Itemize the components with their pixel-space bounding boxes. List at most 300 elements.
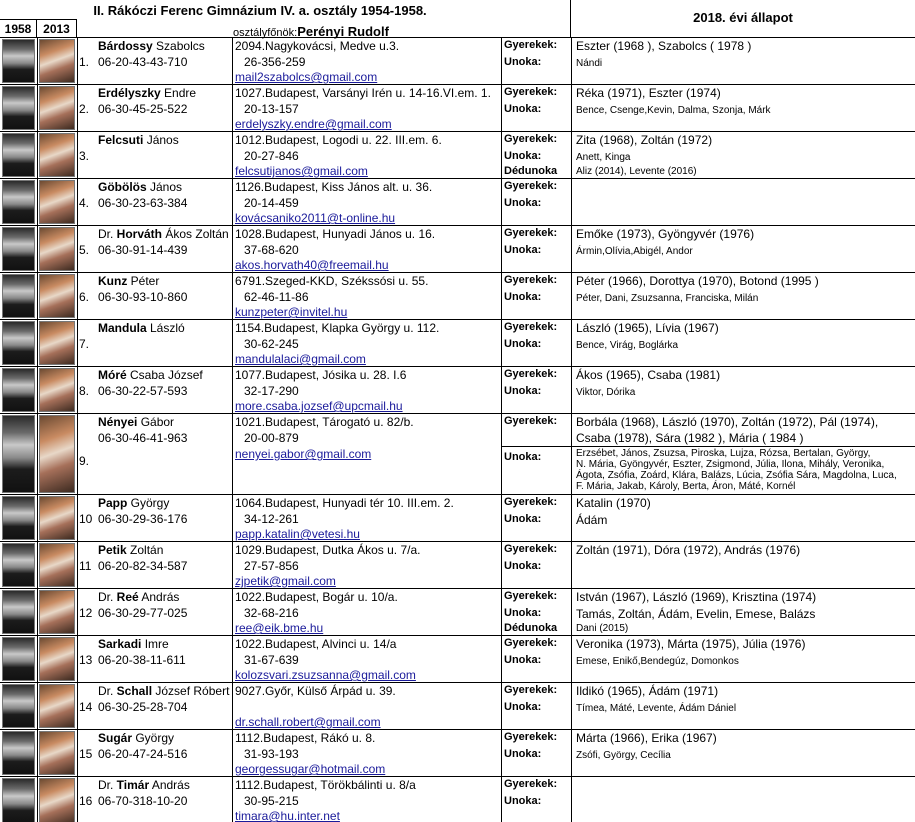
given-name: András [138, 590, 180, 604]
children-value: Zita (1968), Zoltán (1972) [576, 133, 713, 147]
landline-phone: 20-13-157 [244, 102, 299, 116]
column-divider [77, 273, 78, 319]
children-value: István (1967), László (1969), Krisztina (1974) [576, 590, 817, 604]
children-label: Gyerekek: [504, 543, 558, 555]
address: 1029.Budapest, Dutka Ákos u. 7/a. [235, 543, 421, 557]
table-row [0, 683, 915, 730]
children-label: Gyerekek: [504, 415, 558, 427]
surname: Schall [116, 684, 153, 698]
photo-1958 [2, 731, 35, 775]
student-name [98, 86, 196, 100]
mobile-phone: 06-30-45-25-522 [98, 102, 188, 116]
column-divider [232, 589, 233, 635]
children-label: Gyerekek: [504, 39, 558, 51]
row-number: 10 [79, 512, 93, 526]
column-divider [571, 273, 572, 319]
column-divider [501, 273, 502, 319]
photo-1958 [2, 543, 35, 587]
column-divider [232, 226, 233, 272]
given-name: Szabolcs [152, 39, 205, 53]
given-name: János [143, 133, 179, 147]
email-link[interactable]: felcsutijanos@gmail.com [235, 164, 368, 178]
column-divider [77, 367, 78, 413]
great-grandchildren-value: Dani (2015) [576, 623, 629, 634]
column-divider [37, 414, 38, 494]
grandchildren-label: Unoka: [504, 607, 542, 619]
landline-phone: 20-14-459 [244, 196, 299, 210]
column-divider [232, 636, 233, 682]
page-title: II. Rákóczi Ferenc Gimnázium IV. a. osztály 1954-1958. [93, 3, 427, 18]
table-row [0, 589, 915, 636]
photo-2013 [39, 637, 75, 681]
email-link[interactable]: kunzpeter@invitel.hu [235, 305, 348, 319]
table-row [0, 179, 915, 226]
grandchildren-value: Tamás, Zoltán, Ádám, Evelin, Emese, Balázs [576, 607, 816, 621]
email-link[interactable]: papp.katalin@vetesi.hu [235, 527, 360, 541]
column-divider [37, 226, 38, 272]
mobile-phone: 06-30-29-77-025 [98, 606, 188, 620]
column-divider [77, 730, 78, 776]
student-name [98, 496, 169, 510]
column-divider [77, 320, 78, 366]
inner-divider [501, 446, 915, 447]
email-link[interactable]: more.csaba.jozsef@upcmail.hu [235, 399, 403, 413]
children-value: Emőke (1973), Gyöngyvér (1976) [576, 227, 755, 241]
name-prefix: Dr. [98, 590, 117, 604]
email-link[interactable]: mandulalaci@gmail.com [235, 352, 366, 366]
column-divider [501, 414, 502, 494]
children-label: Gyerekek: [504, 731, 558, 743]
grandchildren-label: Unoka: [504, 385, 542, 397]
row-number: 15 [79, 747, 93, 761]
table-row [0, 777, 915, 822]
column-divider [77, 589, 78, 635]
grandchildren-value: Ádám [576, 513, 608, 527]
surname: Mandula [98, 321, 147, 335]
children-label: Gyerekek: [504, 496, 558, 508]
column-divider [232, 132, 233, 178]
photo-2013 [39, 778, 75, 822]
given-name: András [149, 778, 190, 792]
surname: Horváth [116, 227, 163, 241]
column-divider [232, 777, 233, 822]
grandchildren-value: Erzsébet, János, Zsuzsa, Piroska, Lujza, Rózsa, Bertalan, György, [576, 448, 871, 459]
row-number: 5. [79, 243, 90, 257]
grandchildren-value: Ármin,Olívia,Abigél, Andor [576, 246, 693, 257]
great-grandchildren-label: Dédunoka [504, 165, 558, 177]
address: 1022.Budapest, Bogár u. 10/a. [235, 590, 398, 604]
name-prefix: Dr. [98, 778, 117, 792]
photo-1958 [2, 86, 35, 130]
grandchildren-label: Unoka: [504, 560, 542, 572]
photo-2013 [39, 684, 75, 728]
children-value: Veronika (1973), Márta (1975), Júlia (1976) [576, 637, 806, 651]
photo-1958 [2, 274, 35, 318]
landline-phone: 31-67-639 [244, 653, 299, 667]
grandchildren-label: Unoka: [504, 795, 542, 807]
student-name [98, 590, 179, 604]
table-row [0, 367, 915, 414]
given-name: György [132, 731, 175, 745]
email-link[interactable]: timara@hu.inter.net [235, 809, 340, 822]
address: 9027.Győr, Külső Árpád u. 39. [235, 684, 396, 698]
mobile-phone: 06-20-47-24-516 [98, 747, 188, 761]
photo-2013 [39, 227, 75, 271]
column-divider [571, 683, 572, 729]
photo-2013 [39, 274, 75, 318]
children-label: Gyerekek: [504, 590, 558, 602]
student-name [98, 415, 174, 429]
address: 1077.Budapest, Jósika u. 28. I.6 [235, 368, 407, 382]
column-divider [501, 179, 502, 225]
column-divider [501, 636, 502, 682]
grandchildren-label: Unoka: [504, 654, 542, 666]
column-divider [77, 38, 78, 84]
photo-2013 [39, 180, 75, 224]
address: 1154.Budapest, Klapka György u. 112. [235, 321, 440, 335]
student-name [98, 133, 179, 147]
column-divider [501, 683, 502, 729]
given-name: Endre [160, 86, 197, 100]
teacher-line [233, 24, 389, 39]
column-divider [232, 367, 233, 413]
email-link[interactable]: mail2szabolcs@gmail.com [235, 70, 378, 84]
photo-2013 [39, 321, 75, 365]
grandchildren-label: Unoka: [504, 150, 542, 162]
email-link[interactable]: erdelyszky.endre@gmail.com [235, 117, 392, 131]
great-grandchildren-label: Dédunoka [504, 622, 558, 634]
row-number: 12 [79, 606, 93, 620]
table-row [0, 132, 915, 179]
row-number: 2. [79, 102, 90, 116]
landline-phone: 26-356-259 [244, 55, 306, 69]
column-divider [501, 589, 502, 635]
grandchildren-label: Unoka: [504, 338, 542, 350]
column-divider [37, 636, 38, 682]
column-divider [37, 589, 38, 635]
surname: Erdélyszky [98, 86, 161, 100]
given-name: Imre [141, 637, 169, 651]
column-divider [77, 414, 78, 494]
column-divider [571, 542, 572, 588]
grandchildren-value: Zsófi, György, Cecília [576, 750, 671, 761]
address: 1022.Budapest, Alvinci u. 14/a [235, 637, 397, 651]
mobile-phone: 06-70-318-10-20 [98, 794, 188, 808]
mobile-phone: 06-20-43-43-710 [98, 55, 188, 69]
address: 1064.Budapest, Hunyadi tér 10. III.em. 2. [235, 496, 454, 510]
grandchildren-label: Unoka: [504, 244, 542, 256]
column-divider [37, 320, 38, 366]
grandchildren-value: Ágota, Zsófia, Zoárd, Klára, Balázs, Lúcia, Zsófia Sára, Magdolna, Luca, [576, 470, 897, 481]
surname: Petik [98, 543, 127, 557]
column-divider [571, 85, 572, 131]
mobile-phone: 06-30-22-57-593 [98, 384, 188, 398]
email-link[interactable]: kolozsvari.zsuzsanna@gmail.com [235, 668, 416, 682]
column-divider [77, 636, 78, 682]
row-number: 11 [79, 559, 92, 573]
landline-phone: 30-95-215 [244, 794, 299, 808]
column-divider [37, 730, 38, 776]
grandchildren-value: F. Mária, Jakab, Károly, Berta, Áron, Máté, Kornél [576, 481, 796, 492]
table-row [0, 730, 915, 777]
row-number: 6. [79, 290, 90, 304]
column-divider [501, 85, 502, 131]
grandchildren-value: Tímea, Máté, Levente, Ádám Dániel [576, 703, 737, 714]
column-divider [77, 226, 78, 272]
address: 1027.Budapest, Varsányi Irén u. 14-16.VI.em. 1. [235, 86, 491, 100]
given-name: János [146, 180, 183, 194]
grandchildren-value: Nándi [576, 58, 603, 69]
table-row [0, 85, 915, 132]
column-divider [501, 730, 502, 776]
column-divider [37, 542, 38, 588]
photo-1958 [2, 133, 35, 177]
student-name [98, 227, 229, 241]
photo-1958 [2, 778, 35, 822]
given-name: Csaba József [126, 368, 203, 382]
table-row [0, 495, 915, 542]
landline-phone: 32-68-216 [244, 606, 299, 620]
row-number: 1. [79, 55, 90, 69]
address: 1021.Budapest, Tárogató u. 82/b. [235, 415, 414, 429]
column-divider [571, 589, 572, 635]
grandchildren-value: Emese, Enikő,Bendegúz, Domonkos [576, 656, 739, 667]
surname: Móré [98, 368, 127, 382]
children-value: Ildikó (1965), Ádám (1971) [576, 684, 719, 698]
column-divider [37, 495, 38, 541]
children-value-2: Csaba (1978), Sára (1982 ), Mária ( 1984 ) [576, 431, 804, 445]
surname: Sugár [98, 731, 133, 745]
column-divider [232, 38, 233, 84]
photo-1958 [2, 415, 35, 493]
mobile-phone: 06-30-29-36-176 [98, 512, 188, 526]
column-divider [232, 542, 233, 588]
column-divider [571, 495, 572, 541]
landline-phone: 31-93-193 [244, 747, 299, 761]
email-link[interactable]: zjpetik@gmail.com [235, 574, 336, 588]
children-label: Gyerekek: [504, 637, 558, 649]
surname: Kunz [98, 274, 128, 288]
teacher-name: Perényi Rudolf [297, 24, 389, 39]
children-label: Gyerekek: [504, 86, 558, 98]
landline-phone: 32-17-290 [244, 384, 299, 398]
given-name: György [127, 496, 170, 510]
column-divider [77, 179, 78, 225]
table-row [0, 226, 915, 273]
column-divider [232, 179, 233, 225]
column-divider [232, 730, 233, 776]
student-name [98, 543, 163, 557]
address: 1012.Budapest, Logodi u. 22. III.em. 6. [235, 133, 442, 147]
photo-2013 [39, 368, 75, 412]
column-divider [501, 132, 502, 178]
grandchildren-label: Unoka: [504, 103, 542, 115]
photo-1958 [2, 496, 35, 540]
landline-phone: 20-00-879 [244, 431, 299, 445]
student-name [98, 368, 203, 382]
grandchildren-value: Bence, Virág, Boglárka [576, 340, 679, 351]
table-row [0, 38, 915, 85]
column-divider [501, 320, 502, 366]
landline-phone: 62-46-11-86 [244, 290, 309, 304]
landline-phone: 30-62-245 [244, 337, 299, 351]
children-label: Gyerekek: [504, 321, 558, 333]
column-divider [77, 777, 78, 822]
row-number: 16 [79, 794, 93, 808]
given-name: Péter [127, 274, 160, 288]
grandchildren-label: Unoka: [504, 451, 542, 463]
table-row [0, 636, 915, 683]
column-divider [501, 226, 502, 272]
surname: Reé [116, 590, 139, 604]
mobile-phone: 06-20-82-34-587 [98, 559, 188, 573]
column-divider [37, 273, 38, 319]
column-divider [37, 38, 38, 84]
email-link[interactable]: kovácsaniko2011@t-online.hu [235, 211, 396, 225]
children-value: Borbála (1968), László (1970), Zoltán (1972), Pál (1974), [576, 415, 879, 429]
surname: Papp [98, 496, 128, 510]
given-name: Zoltán [126, 543, 164, 557]
table-row [0, 320, 915, 367]
email-link[interactable]: akos.horvath40@freemail.hu [235, 258, 389, 272]
email-link[interactable]: nenyei.gabor@gmail.com [235, 447, 372, 461]
table-row [0, 273, 915, 320]
column-divider [571, 367, 572, 413]
surname: Timár [116, 778, 150, 792]
photo-1958 [2, 590, 35, 634]
mobile-phone: 06-30-91-14-439 [98, 243, 188, 257]
column-divider [37, 777, 38, 822]
column-divider [37, 179, 38, 225]
landline-phone: 37-68-620 [244, 243, 299, 257]
student-name [98, 321, 185, 335]
column-divider [501, 495, 502, 541]
photo-2013 [39, 415, 75, 493]
given-name: Ákos Zoltán [162, 227, 229, 241]
year-1958-header: 1958 [0, 19, 37, 38]
children-label: Gyerekek: [504, 274, 558, 286]
student-name [98, 180, 182, 194]
grandchildren-value: N. Mária, Gyöngyvér, Eszter, Zsigmond, Júlia, Ilona, Mihály, Veronika, [576, 459, 885, 470]
column-divider [232, 320, 233, 366]
column-divider [77, 85, 78, 131]
grandchildren-label: Unoka: [504, 701, 542, 713]
photo-2013 [39, 590, 75, 634]
column-divider [571, 320, 572, 366]
photo-2013 [39, 133, 75, 177]
student-name [98, 637, 169, 651]
email-link[interactable]: ree@eik.bme.hu [235, 621, 324, 635]
mobile-phone: 06-30-23-63-384 [98, 196, 188, 210]
column-divider [571, 179, 572, 225]
photo-1958 [2, 637, 35, 681]
photo-1958 [2, 368, 35, 412]
landline-phone: 34-12-261 [244, 512, 299, 526]
student-name [98, 39, 205, 53]
column-divider [37, 367, 38, 413]
column-divider [37, 683, 38, 729]
photo-2013 [39, 86, 75, 130]
photo-1958 [2, 684, 35, 728]
photo-2013 [39, 496, 75, 540]
column-divider [571, 636, 572, 682]
address: 6791.Szeged-KKD, Székssósi u. 55. [235, 274, 429, 288]
given-name: József Róbert [152, 684, 230, 698]
children-value: Réka (1971), Eszter (1974) [576, 86, 721, 100]
photo-1958 [2, 39, 35, 83]
table-row [0, 542, 915, 589]
column-divider [571, 730, 572, 776]
great-grandchildren-value: Aliz (2014), Levente (2016) [576, 166, 697, 177]
row-number: 3. [79, 149, 90, 163]
photo-2013 [39, 543, 75, 587]
email-link[interactable]: dr.schall.robert@gmail.com [235, 715, 381, 729]
grandchildren-label: Unoka: [504, 513, 542, 525]
children-label: Gyerekek: [504, 778, 558, 790]
name-prefix: Dr. [98, 684, 117, 698]
grandchildren-value: Bence, Csenge,Kevin, Dalma, Szonja, Márk [576, 105, 771, 116]
address: 1126.Budapest, Kiss János alt. u. 36. [235, 180, 433, 194]
row-number: 4. [79, 196, 90, 210]
row-number: 7. [79, 337, 90, 351]
mobile-phone: 06-20-38-11-611 [98, 653, 186, 667]
grandchildren-value: Anett, Kinga [576, 152, 631, 163]
children-label: Gyerekek: [504, 684, 558, 696]
surname: Göbölös [98, 180, 147, 194]
address: 1112.Budapest, Törökbálinti u. 8/a [235, 778, 416, 792]
landline-phone: 20-27-846 [244, 149, 299, 163]
column-divider [501, 542, 502, 588]
children-value: Eszter (1968 ), Szabolcs ( 1978 ) [576, 39, 752, 53]
column-divider [501, 38, 502, 84]
children-value: Ákos (1965), Csaba (1981) [576, 368, 721, 382]
photo-2013 [39, 731, 75, 775]
column-divider [571, 132, 572, 178]
column-divider [571, 777, 572, 822]
year-2013-header: 2013 [37, 19, 77, 38]
email-link[interactable]: georgessugar@hotmail.com [235, 762, 386, 776]
grandchildren-value: Viktor, Dórika [576, 387, 636, 398]
column-divider [232, 414, 233, 494]
column-divider [232, 683, 233, 729]
row-number: 14 [79, 700, 93, 714]
column-divider [77, 683, 78, 729]
column-divider [501, 367, 502, 413]
name-prefix: Dr. [98, 227, 117, 241]
photo-2013 [39, 39, 75, 83]
children-label: Gyerekek: [504, 368, 558, 380]
children-value: Zoltán (1971), Dóra (1972), András (1976) [576, 543, 801, 557]
column-divider [77, 542, 78, 588]
header-left [0, 0, 571, 38]
column-divider [37, 85, 38, 131]
status-2018-header: 2018. évi állapot [571, 0, 915, 38]
surname: Sarkadi [98, 637, 142, 651]
column-divider [77, 132, 78, 178]
grandchildren-label: Unoka: [504, 291, 542, 303]
grandchildren-label: Unoka: [504, 56, 542, 68]
student-name [98, 778, 190, 792]
children-value: Katalin (1970) [576, 496, 651, 510]
column-divider [77, 495, 78, 541]
address: 2094.Nagykovácsi, Medve u.3. [235, 39, 400, 53]
column-divider [232, 273, 233, 319]
children-label: Gyerekek: [504, 133, 558, 145]
student-name [98, 274, 159, 288]
column-divider [37, 132, 38, 178]
children-value: László (1965), Lívia (1967) [576, 321, 719, 335]
teacher-label: osztályfőnök: [233, 27, 298, 39]
